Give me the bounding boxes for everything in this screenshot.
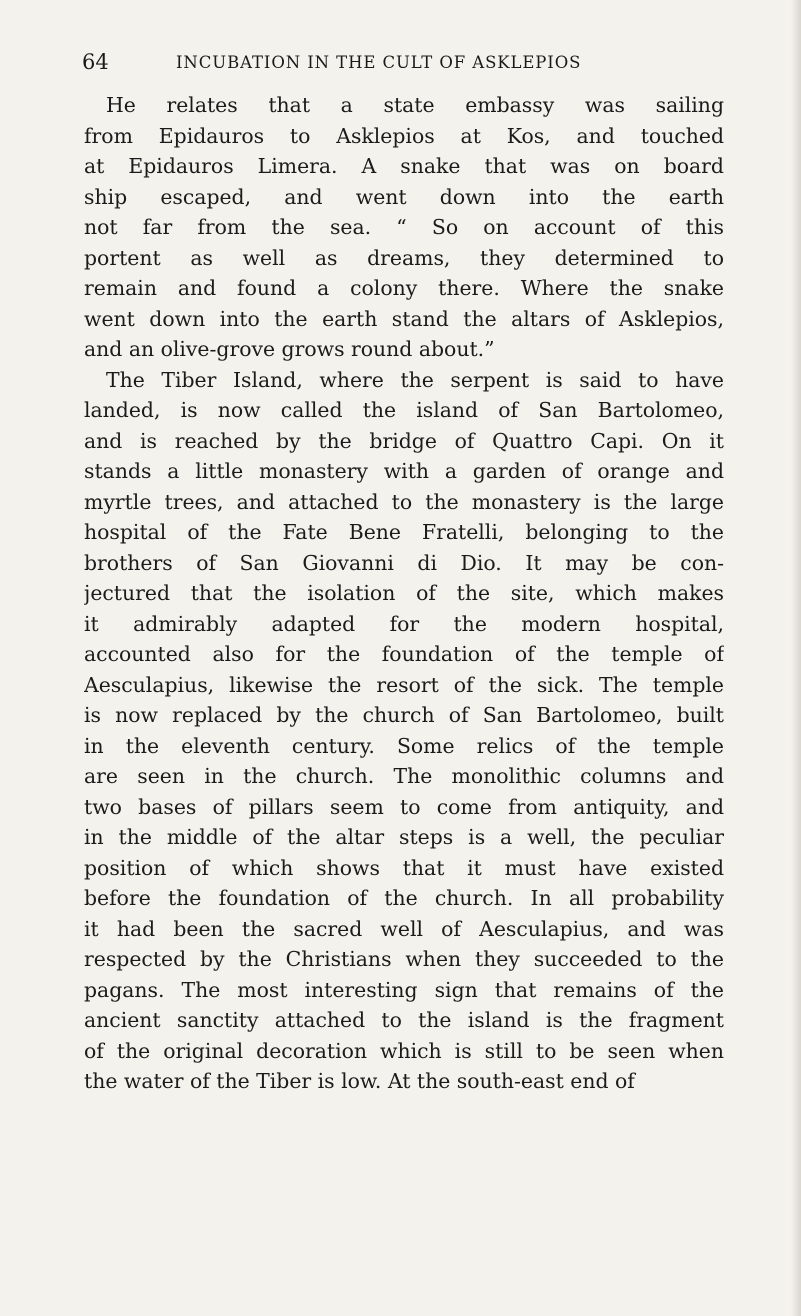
text-line: two bases of pillars seem to come from antiquity, and [84,794,724,819]
text-line: in the middle of the altar steps is a well, the peculiar [84,825,724,849]
text-line: of the original decoration which is still to be seen when [84,1038,724,1063]
text-line: are seen in the church. The monolithic columns and [84,764,724,788]
text-line: before the foundation of the church. In all probability [84,886,724,910]
text-line: respected by the Christians when they succeeded to the [84,947,724,971]
text-line: He relates that a state embassy was sailing [106,93,724,117]
running-head-title: INCUBATION IN THE CULT OF ASKLEPIOS [176,53,582,72]
text-line: it had been the sacred well of Aesculapius, and was [84,916,724,941]
text-line: myrtle trees, and attached to the monastery is the large [84,489,724,514]
text-line: is now replaced by the church of San Bartolomeo, built [84,703,724,727]
text-line: pagans. The most interesting sign that remains of the [84,977,724,1002]
text-line: in the eleventh century. Some relics of the temple [84,733,724,758]
text-line: landed, is now called the island of San Bartolomeo, [84,398,724,422]
text-line: at Epidauros Limera. A snake that was on board [84,154,724,178]
text-line: not far from the sea. “ So on account of this [84,215,724,239]
text-line: went down into the earth stand the altars of Asklepios, [84,306,724,331]
text-line: brothers of San Giovanni di Dio. It may be con- [84,550,724,575]
text-line: jectured that the isolation of the site, which makes [84,581,724,605]
text-line: and an olive-grove grows round about.” [84,337,495,361]
page-edge-shadow [791,0,801,1316]
text-line: portent as well as dreams, they determined to [84,245,724,270]
text-line: ship escaped, and went down into the earth [84,184,724,209]
running-head [82,50,722,74]
text-line: it admirably adapted for the modern hospital, [84,611,724,636]
text-line: from Epidauros to Asklepios at Kos, and touched [84,123,724,148]
text-line: Aesculapius, likewise the resort of the sick. The temple [84,672,724,697]
text-line: and is reached by the bridge of Quattro Capi. On it [84,428,724,453]
text-line: remain and found a colony there. Where the snake [84,276,724,300]
text-line: stands a little monastery with a garden of orange and [84,459,724,483]
text-line: The Tiber Island, where the serpent is said to have [106,367,724,392]
page-number: 64 [82,50,109,74]
text-line: ancient sanctity attached to the island is the fragment [84,1008,724,1032]
text-line: position of which shows that it must have existed [84,855,724,880]
text-line: hospital of the Fate Bene Fratelli, belonging to the [84,520,724,544]
text-line: the water of the Tiber is low. At the south-east end of [84,1069,635,1093]
text-line: accounted also for the foundation of the temple of [84,642,724,666]
body-text [84,90,724,1097]
